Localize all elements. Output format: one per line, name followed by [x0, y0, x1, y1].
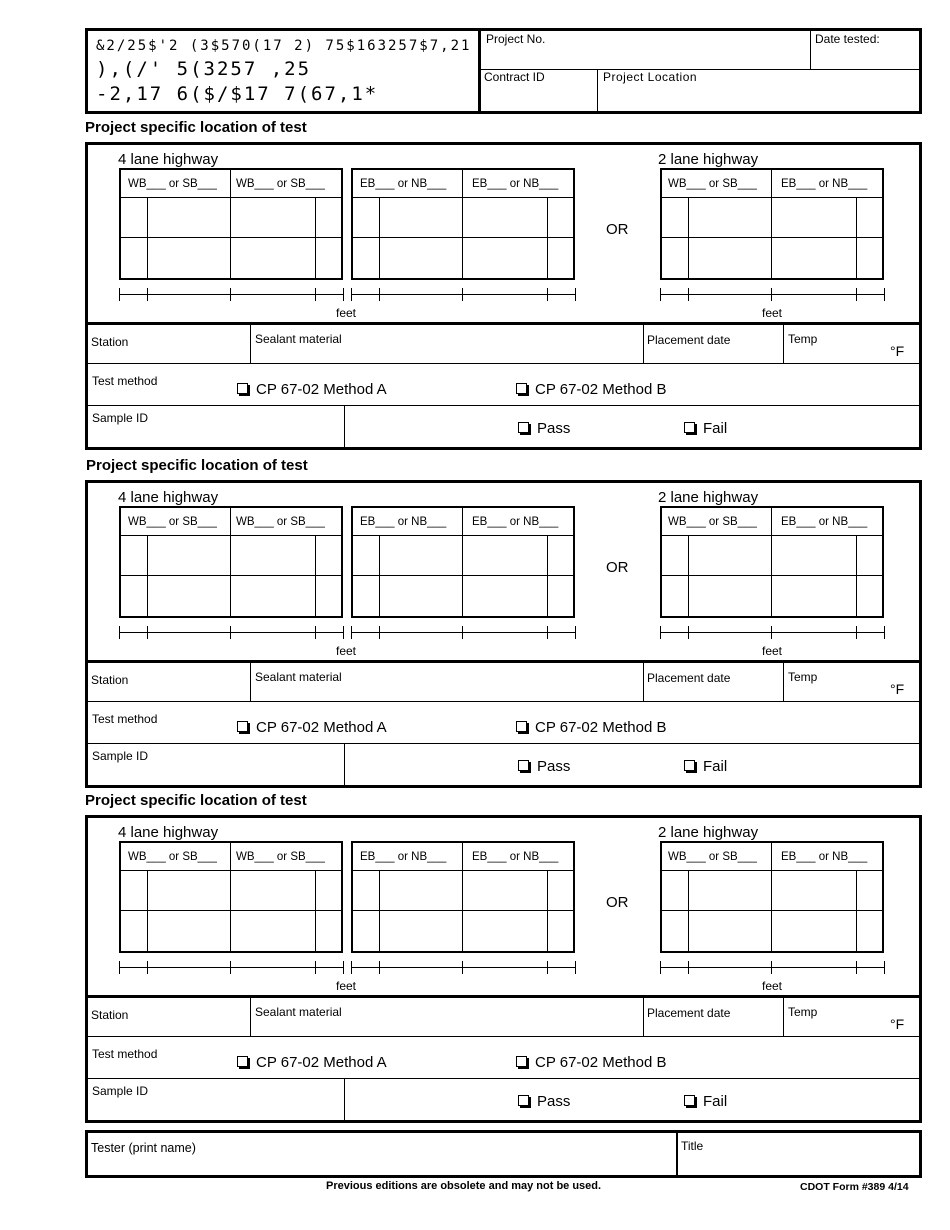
station-field[interactable]: Station — [91, 673, 129, 687]
pass-checkbox[interactable] — [518, 758, 570, 775]
checkbox-icon[interactable] — [237, 1056, 248, 1067]
column-header: WB___ or SB___ — [668, 851, 757, 863]
checkbox-icon[interactable] — [518, 1095, 529, 1106]
checkbox-icon[interactable] — [684, 1095, 695, 1106]
feet-label: feet — [762, 979, 783, 993]
checkbox-label: CP 67-02 Method A — [256, 381, 387, 398]
column-header: WB___ or SB___ — [128, 851, 217, 863]
column-header: EB___ or NB___ — [781, 516, 868, 528]
checkbox-label: CP 67-02 Method B — [535, 381, 667, 398]
placement-date-field[interactable]: Placement date — [647, 1006, 731, 1020]
checkbox-icon[interactable] — [684, 760, 695, 771]
column-header: EB___ or NB___ — [360, 516, 447, 528]
distance-scale — [660, 294, 884, 295]
feet-label: feet — [762, 644, 783, 658]
fail-checkbox[interactable] — [684, 1093, 727, 1110]
checkbox-label: Pass — [537, 420, 571, 437]
feet-label: feet — [336, 979, 357, 993]
sample-id-field[interactable]: Sample ID — [92, 749, 149, 763]
method-a-checkbox[interactable] — [237, 719, 387, 736]
checkbox-label: Pass — [537, 1093, 571, 1110]
column-header: WB___ or SB___ — [128, 516, 217, 528]
pass-checkbox[interactable] — [518, 420, 570, 437]
fail-checkbox[interactable] — [684, 758, 727, 775]
sealant-material-field[interactable]: Sealant material — [255, 670, 342, 684]
checkbox-icon[interactable] — [518, 422, 529, 433]
column-header: EB___ or NB___ — [781, 851, 868, 863]
sealant-material-field[interactable]: Sealant material — [255, 1005, 342, 1019]
temp-field[interactable]: Temp — [788, 332, 818, 346]
feet-label: feet — [336, 306, 357, 320]
checkbox-label: Pass — [537, 758, 571, 775]
method-a-checkbox[interactable] — [237, 381, 387, 398]
sample-id-field[interactable]: Sample ID — [92, 411, 149, 425]
checkbox-icon[interactable] — [684, 422, 695, 433]
or-label: OR — [606, 894, 629, 911]
placement-date-field[interactable]: Placement date — [647, 671, 731, 685]
checkbox-label: CP 67-02 Method B — [535, 1054, 667, 1071]
section-title: Project specific location of test — [85, 119, 307, 136]
temp-unit: °F — [890, 343, 905, 359]
checkbox-icon[interactable] — [237, 383, 248, 394]
or-label: OR — [606, 559, 629, 576]
distance-scale — [351, 632, 575, 633]
checkbox-icon[interactable] — [516, 383, 527, 394]
form-title-line2: ),(/' 5(3257 ,25 — [96, 58, 312, 80]
temp-field[interactable]: Temp — [788, 1005, 818, 1019]
obsolete-note: Previous editions are obsolete and may not be used. — [326, 1180, 602, 1192]
placement-date-field[interactable]: Placement date — [647, 333, 731, 347]
column-header: EB___ or NB___ — [472, 178, 559, 190]
test-method-label: Test method — [92, 1047, 158, 1061]
method-a-checkbox[interactable] — [237, 1054, 387, 1071]
distance-scale — [660, 967, 884, 968]
feet-label: feet — [336, 644, 357, 658]
checkbox-label: CP 67-02 Method B — [535, 719, 667, 736]
four-lane-label: 4 lane highway — [118, 151, 219, 168]
method-b-checkbox[interactable] — [516, 719, 666, 736]
sample-id-field[interactable]: Sample ID — [92, 1084, 149, 1098]
column-header: WB___ or SB___ — [236, 178, 325, 190]
distance-scale — [351, 967, 575, 968]
column-header: WB___ or SB___ — [668, 178, 757, 190]
sealant-material-field[interactable]: Sealant material — [255, 332, 342, 346]
checkbox-label: CP 67-02 Method A — [256, 719, 387, 736]
method-b-checkbox[interactable] — [516, 381, 666, 398]
column-header: EB___ or NB___ — [472, 516, 559, 528]
project-no-field[interactable]: Project No. — [486, 32, 546, 46]
distance-scale — [119, 294, 343, 295]
date-tested-field[interactable]: Date tested: — [815, 32, 880, 46]
tester-title-field[interactable]: Title — [681, 1139, 704, 1153]
pass-checkbox[interactable] — [518, 1093, 570, 1110]
temp-field[interactable]: Temp — [788, 670, 818, 684]
temp-unit: °F — [890, 1016, 905, 1032]
method-b-checkbox[interactable] — [516, 1054, 666, 1071]
checkbox-label: Fail — [703, 420, 728, 437]
contract-id-field[interactable]: Contract ID — [484, 70, 545, 84]
checkbox-label: Fail — [703, 758, 728, 775]
checkbox-label: Fail — [703, 1093, 728, 1110]
station-field[interactable]: Station — [91, 1008, 129, 1022]
column-header: EB___ or NB___ — [781, 178, 868, 190]
four-lane-label: 4 lane highway — [118, 824, 219, 841]
checkbox-label: CP 67-02 Method A — [256, 1054, 387, 1071]
two-lane-label: 2 lane highway — [658, 824, 759, 841]
fail-checkbox[interactable] — [684, 420, 727, 437]
checkbox-icon[interactable] — [518, 760, 529, 771]
column-header: WB___ or SB___ — [128, 178, 217, 190]
four-lane-label: 4 lane highway — [118, 489, 219, 506]
section-title: Project specific location of test — [85, 792, 307, 809]
or-label: OR — [606, 221, 629, 238]
column-header: EB___ or NB___ — [360, 178, 447, 190]
form-title-line3: -2,17 6($/$17 7(67,1* — [96, 83, 379, 105]
tester-box — [85, 1130, 922, 1178]
section-title: Project specific location of test — [86, 457, 308, 474]
column-header: WB___ or SB___ — [236, 516, 325, 528]
form-id: CDOT Form #389 4/14 — [800, 1181, 909, 1193]
distance-scale — [660, 632, 884, 633]
test-method-label: Test method — [92, 374, 158, 388]
tester-name-field[interactable]: Tester (print name) — [91, 1141, 196, 1155]
project-location-field[interactable]: Project Location — [603, 70, 698, 84]
column-header: EB___ or NB___ — [472, 851, 559, 863]
two-lane-label: 2 lane highway — [658, 151, 759, 168]
distance-scale — [119, 632, 343, 633]
distance-scale — [351, 294, 575, 295]
column-header: EB___ or NB___ — [360, 851, 447, 863]
feet-label: feet — [762, 306, 783, 320]
test-method-label: Test method — [92, 712, 158, 726]
checkbox-icon[interactable] — [516, 721, 527, 732]
column-header: WB___ or SB___ — [236, 851, 325, 863]
column-header: WB___ or SB___ — [668, 516, 757, 528]
checkbox-icon[interactable] — [516, 1056, 527, 1067]
two-lane-label: 2 lane highway — [658, 489, 759, 506]
distance-scale — [119, 967, 343, 968]
temp-unit: °F — [890, 681, 905, 697]
form-title-line1: &2/25$'2 (3$570(17 2) 75$163257$7,21 — [96, 38, 472, 54]
station-field[interactable]: Station — [91, 335, 129, 349]
checkbox-icon[interactable] — [237, 721, 248, 732]
